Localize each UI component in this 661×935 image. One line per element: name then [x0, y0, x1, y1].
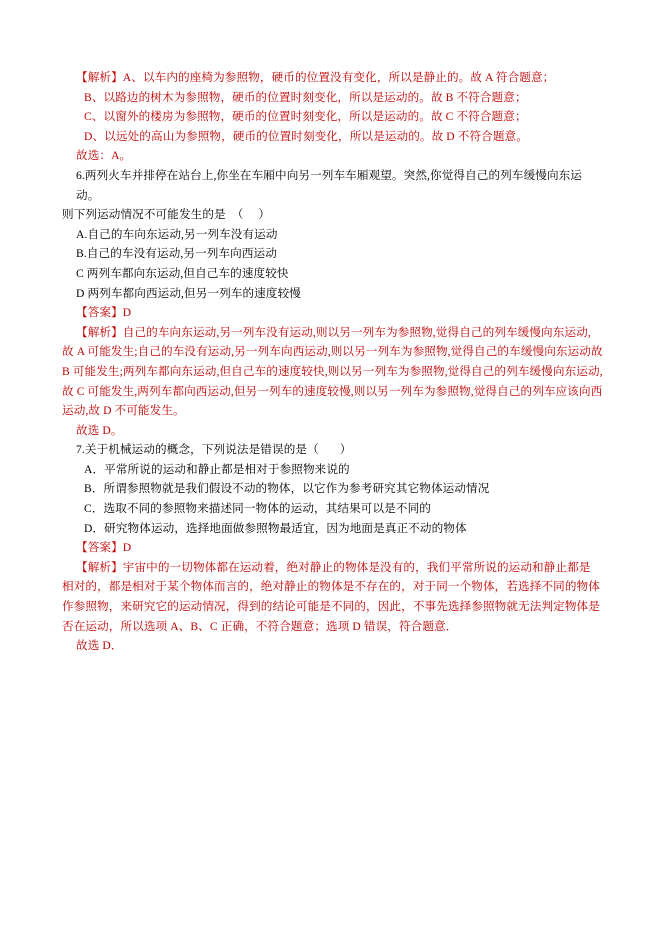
block-q6-stem	[62, 166, 603, 303]
text-line: 运动,故 D 不可能发生。	[62, 404, 185, 418]
text-line: 相对的，都是相对于某个物体而言的，绝对静止的物体是不存在的，对于同一个物体，若选择不同的物体	[62, 580, 600, 594]
text-line: 【解析】A、以车内的座椅为参照物，硬币的位置没有变化，所以是静止的。故 A 符合题意；	[76, 71, 555, 84]
text-line: 【答案】D	[76, 306, 132, 320]
text-line: 【解析】自己的车向东运动,另一列车没有运动,则以另一列车为参照物,觉得自己的列车缓慢向东运动,	[76, 325, 591, 339]
text-line: 故 A 可能发生;自己的车没有运动,另一列车向西运动,则以另一列车为参照物,觉得自己的车缓慢向东运动故	[62, 345, 603, 359]
block-q6-answer	[62, 303, 603, 323]
text-line: 7.关于机械运动的概念，下列说法是错误的是（ ）	[76, 443, 352, 457]
block-q7-stem	[62, 440, 603, 538]
text-line: 故选 D．	[76, 639, 123, 653]
text-line: D．研究物体运动，选择地面做参照物最适宜，因为地面是真正不动的物体	[84, 521, 467, 535]
text-line: C．选取不同的参照物来描述同一物体的运动，其结果可以是不同的	[84, 502, 431, 516]
block-q5-analysis	[62, 68, 603, 166]
text-line: B．所谓参照物就是我们假设不动的物体，以它作为参考研究其它物体运动情况	[84, 482, 490, 496]
text-line: 故 C 可能发生,两列车都向西运动,但另一列车的速度较慢,则以另一列车为参照物,觉得自己的列车应该向西	[62, 384, 603, 398]
text-line: D、以远处的高山为参照物，硬币的位置时刻变化，所以是运动的。故 D 不符合题意。	[84, 129, 528, 143]
block-q7-choice	[62, 636, 603, 656]
block-q7-answer	[62, 538, 603, 558]
text-line: A.自己的车向东运动,另一列车没有运动	[76, 227, 278, 241]
text-line: D 两列车都向西运动,但另一列车的速度较慢	[76, 286, 301, 300]
text-line: 故选：A。	[76, 149, 132, 163]
block-q7-analysis	[62, 558, 603, 636]
block-q6-analysis	[62, 323, 603, 421]
text-line: 则下列运动情况不可能发生的是 （ ）	[62, 208, 271, 222]
text-line: 【解析】宇宙中的一切物体都在运动着，绝对静止的物体是没有的，我们平常所说的运动和静止都是	[76, 560, 591, 574]
text-line: 故选 D。	[76, 423, 123, 437]
text-line: C、以窗外的楼房为参照物，硬币的位置时刻变化，所以是运动的。故 C 不符合题意；	[84, 110, 527, 124]
text-line: 作参照物，来研究它的运动情况，得到的结论可能是不同的，因此，不事先选择参照物就无法判定物体是	[62, 600, 600, 614]
text-line: 6.两列火车并排停在站台上,你坐在车厢中向另一列车车厢观望。突然,你觉得自己的列车缓慢向东运动。	[76, 168, 583, 202]
text-line: A．平常所说的运动和静止都是相对于参照物来说的	[84, 462, 350, 476]
text-line: B.自己的车没有运动,另一列车向西运动	[76, 247, 277, 261]
text-line: 否在运动，所以选项 A、B、C 正确，不符合题意；选项 D 错误，符合题意．	[62, 619, 458, 633]
document-body	[62, 68, 603, 656]
text-line: B 可能发生;两列车都向东运动,但自己车的速度较快,则以另一列车为参照物,觉得自己的列车缓慢向东运动,	[62, 364, 603, 378]
text-line: 【答案】D	[76, 541, 132, 555]
block-q6-choice	[62, 421, 603, 441]
text-line: B、以路边的树木为参照物，硬币的位置时刻变化，所以是运动的。故 B 不符合题意；	[84, 90, 527, 104]
text-line: C 两列车都向东运动,但自己车的速度较快	[76, 266, 289, 280]
